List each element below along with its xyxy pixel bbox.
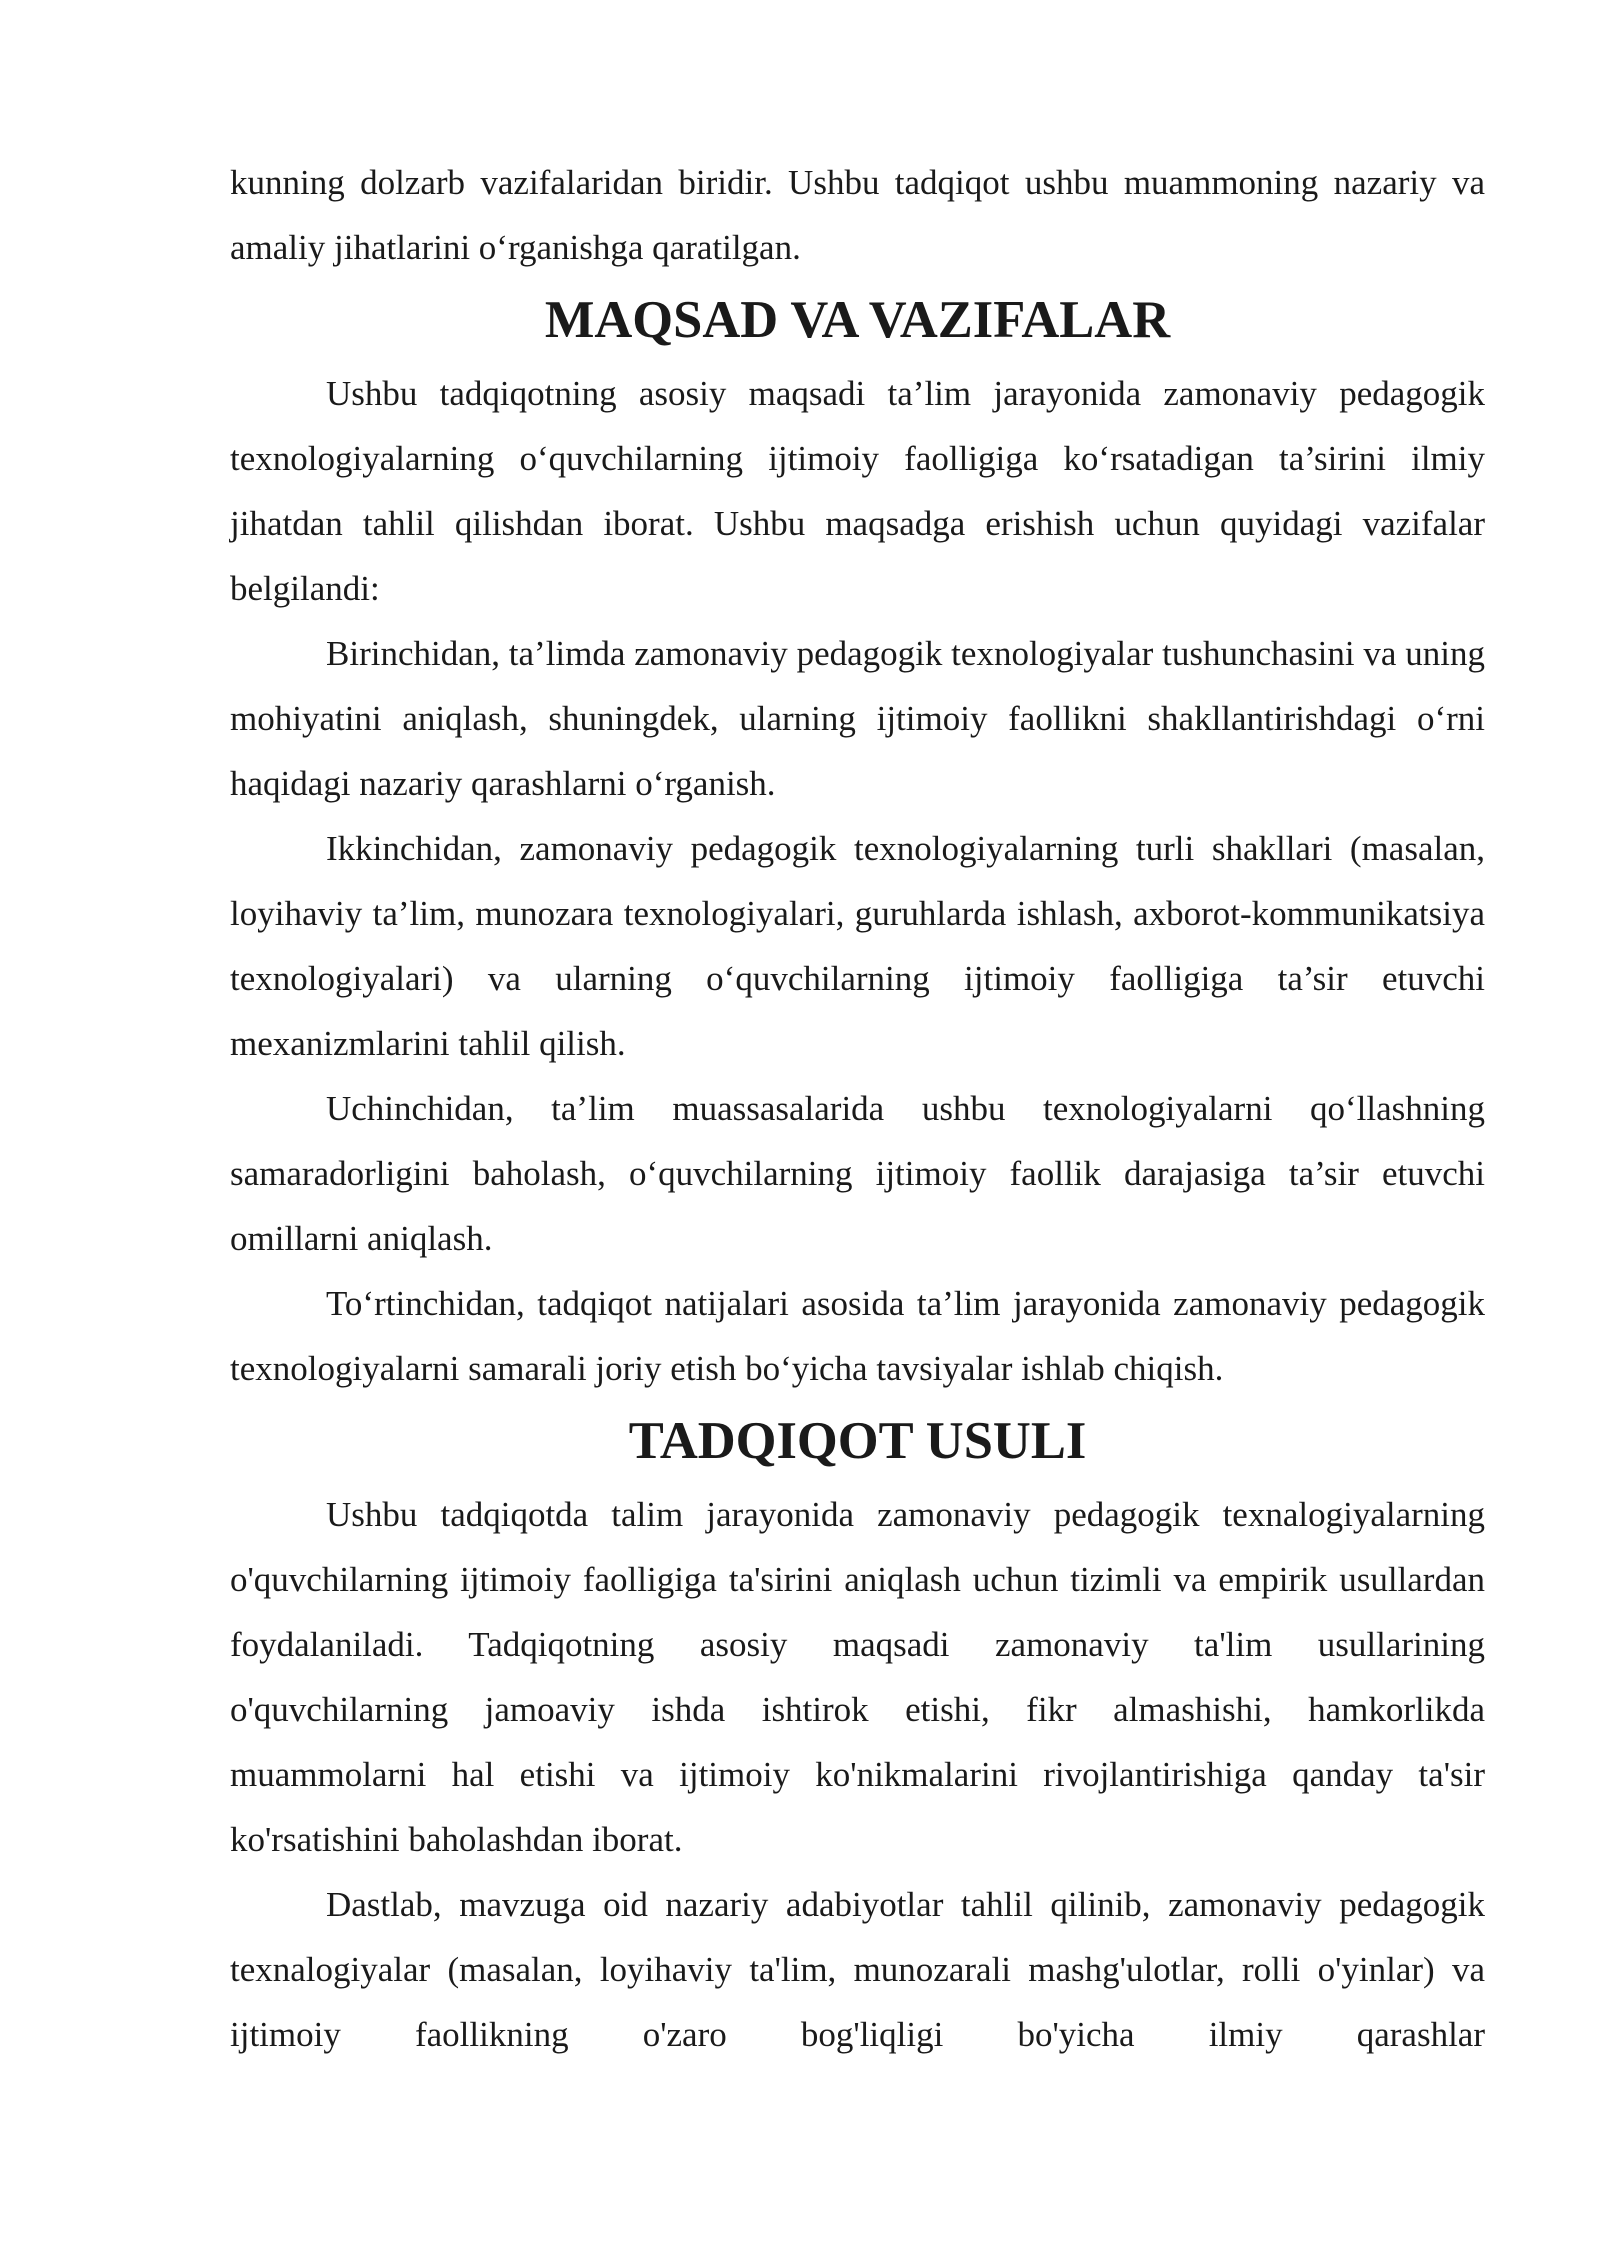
goals-paragraph-fourth: To‘rtinchidan, tadqiqot natijalari asosida ta’lim jarayonida zamonaviy pedagogik texnologiyalarni samarali joriy etish bo‘yicha tavsiyalar ishlab chiqish. xyxy=(230,1284,1485,1388)
document-page xyxy=(230,150,1485,2067)
method-paragraph-main: Ushbu tadqiqotda talim jarayonida zamonaviy pedagogik texnalogiyalarning o'quvchilarning ijtimoiy faolligiga ta'sirini aniqlash uchun tizimli va empirik usullardan foydalaniladi. Tadqiqotning asosiy maqsadi zamonaviy ta'lim usullarining o'quvchilarning jamoaviy ishda ishtirok etishi, fikr almashishi, hamkorlikda muammolarni hal etishi va ijtimoiy ko'nikmalarini rivojlantirishiga qanday ta'sir ko'rsatishini baholashdan iborat. xyxy=(230,1495,1485,1859)
goals-paragraph-third: Uchinchidan, ta’lim muassasalarida ushbu texnologiyalarni qo‘llashning samaradorligini baholash, o‘quvchilarning ijtimoiy faollik darajasiga ta’sir etuvchi omillarni aniqlash. xyxy=(230,1089,1485,1258)
section-heading-goals: MAQSAD VA VAZIFALAR xyxy=(544,291,1171,349)
method-paragraph-second: Dastlab, mavzuga oid nazariy adabiyotlar tahlil qilinib, zamonaviy pedagogik texnalogiyalar (masalan, loyihaviy ta'lim, munozarali mashg'ulotlar, rolli o'yinlar) va ijtimoiy faollikning o'zaro bog'liqligi bo'yicha ilmiy qarashlar xyxy=(230,1885,1485,2054)
goals-paragraph-main: Ushbu tadqiqotning asosiy maqsadi ta’lim jarayonida zamonaviy pedagogik texnologiyalarning o‘quvchilarning ijtimoiy faolligiga ko‘rsatadigan ta’sirini ilmiy jihatdan tahlil qilishdan iborat. Ushbu maqsadga erishish uchun quyidagi vazifalar belgilandi: xyxy=(230,374,1485,608)
section-heading-method: TADQIQOT USULI xyxy=(628,1412,1087,1470)
intro-continuation: kunning dolzarb vazifalaridan biridir. Ushbu tadqiqot ushbu muammoning nazariy va amaliy jihatlarini o‘rganishga qaratilgan. xyxy=(230,163,1485,267)
goals-paragraph-first: Birinchidan, ta’limda zamonaviy pedagogik texnologiyalar tushunchasini va uning mohiyatini aniqlash, shuningdek, ularning ijtimoiy faollikni shakllantirishdagi o‘rni haqidagi nazariy qarashlarni o‘rganish. xyxy=(230,634,1485,803)
goals-paragraph-second: Ikkinchidan, zamonaviy pedagogik texnologiyalarning turli shakllari (masalan, loyihaviy ta’lim, munozara texnologiyalari, guruhlarda ishlash, axborot-kommunikatsiya texnologiyalari) va ularning o‘quvchilarning ijtimoiy faolligiga ta’sir etuvchi mexanizmlarini tahlil qilish. xyxy=(230,829,1485,1063)
